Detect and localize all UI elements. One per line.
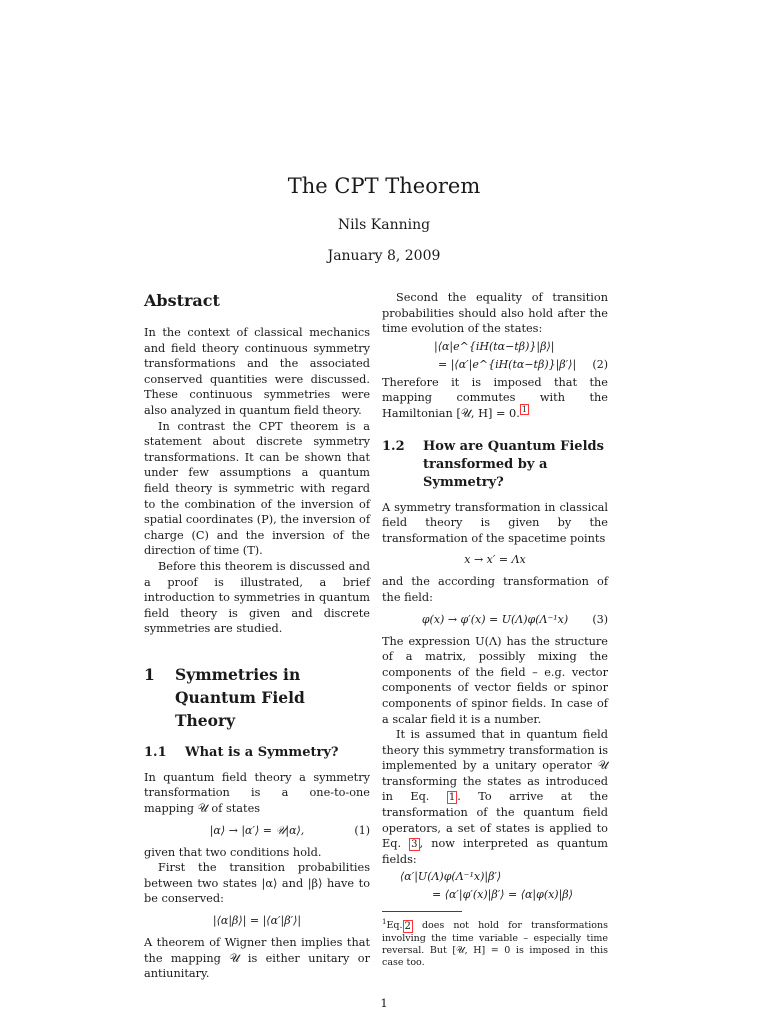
equation-link[interactable]: 1 bbox=[448, 792, 456, 804]
footnote-mark: 1 bbox=[382, 918, 387, 927]
page-number: 1 bbox=[380, 996, 388, 1010]
subsection-title: How are Quantum Fields transformed by a Symmetry? bbox=[423, 438, 604, 490]
equation-1 bbox=[144, 823, 370, 839]
paper-title: The CPT Theorem bbox=[287, 174, 481, 198]
equation-4a bbox=[382, 869, 608, 885]
paragraph-text: . To arrive at the transformation of the quantum field operators, a set of states is applied to Eq. bbox=[382, 790, 608, 851]
equation-number: (1) bbox=[354, 823, 370, 837]
equation-4b bbox=[382, 887, 608, 903]
footnote-rule bbox=[382, 911, 462, 912]
equation-text: φ(x) → φ′(x) = U(Λ)φ(Λ⁻¹x) bbox=[421, 612, 569, 626]
date: January 8, 2009 bbox=[327, 248, 441, 264]
equation-text: |α⟩ → |α′⟩ = 𝒰|α⟩, bbox=[209, 823, 305, 837]
subsection-heading bbox=[382, 438, 608, 492]
body-paragraph: A theorem of Wigner then implies that the mapping 𝒰 is either unitary or antiunitary. bbox=[144, 936, 370, 981]
abstract-paragraph: In contrast the CPT theorem is a statement about discrete symmetry transformations. It can be shown that under few assumptions a quantum field theory is symmetric with regard to the combination of the inversion of spatial coordinates (P), the inversion of charge (C) and the inversion of the direction of time (T). bbox=[144, 419, 370, 558]
abstract-paragraph: Before this theorem is discussed and a proof is illustrated, a brief introduction to symmetries in quantum field theory is given and discrete symmetries are studied. bbox=[144, 559, 370, 636]
abstract-paragraph: In the context of classical mechanics and field theory continuous symmetry transformations and the associated conserved quantities were discussed. These continuous symmetries were also analyzed in quantum field theory. bbox=[144, 326, 370, 417]
author: Nils Kanning bbox=[337, 217, 431, 233]
left-column bbox=[144, 290, 370, 982]
footnote-text: does not hold for transformations involving the time variable – especially time reversal. But [𝒰, H] = 0 is imposed in this case too. bbox=[382, 920, 608, 968]
paragraph-text: Therefore it is imposed that the mapping commutes with the Hamiltonian [𝒰, H] = 0. bbox=[382, 375, 608, 420]
paragraph-text: , now interpreted as quantum fields: bbox=[382, 837, 608, 866]
abstract-heading: Abstract bbox=[144, 291, 220, 310]
body-paragraph bbox=[382, 727, 608, 867]
section-number: 1 bbox=[144, 664, 155, 684]
equation-text: |⟨α|e^{iH(tα−tβ)}|β⟩| bbox=[434, 339, 555, 353]
body-paragraph bbox=[382, 375, 608, 422]
equation-number: (3) bbox=[592, 612, 608, 626]
body-paragraph: and the according transformation of the field: bbox=[382, 575, 608, 604]
equation-link[interactable]: 2 bbox=[404, 920, 411, 932]
paragraph-text: It is assumed that in quantum field theory this symmetry transformation is implemented by a unitary operator 𝒰 transforming the states as introduced in Eq. bbox=[382, 728, 608, 804]
subsection-heading bbox=[144, 744, 370, 762]
body-paragraph: given that two conditions hold. bbox=[144, 845, 322, 859]
footnote-link[interactable]: 1 bbox=[521, 405, 527, 415]
body-paragraph: First the transition probabilities between two states |α⟩ and |β⟩ have to be conserved: bbox=[144, 861, 370, 906]
footnote bbox=[382, 916, 608, 968]
equation-3 bbox=[382, 612, 608, 628]
equation-2a bbox=[382, 339, 608, 355]
equation-prob bbox=[144, 913, 370, 929]
body-paragraph: A symmetry transformation in classical field theory is given by the transformation of the spacetime points bbox=[382, 500, 608, 545]
body-paragraph: Second the equality of transition probabilities should also hold after the time evolution of the states: bbox=[382, 291, 608, 336]
section-title: Symmetries in Quantum Field Theory bbox=[175, 664, 305, 730]
section-heading bbox=[144, 663, 370, 732]
footnote-text: Eq. bbox=[386, 920, 403, 932]
subsection-title: What is a Symmetry? bbox=[185, 744, 339, 760]
equation-2b bbox=[382, 357, 608, 373]
subsection-number: 1.1 bbox=[144, 744, 167, 760]
equation-link[interactable]: 3 bbox=[411, 839, 418, 851]
subsection-number: 1.2 bbox=[382, 438, 405, 454]
body-paragraph: In quantum field theory a symmetry transformation is a one-to-one mapping 𝒰 of states bbox=[144, 770, 370, 816]
equation-text: = ⟨α′|φ′(x)|β′⟩ = ⟨α|φ(x)|β⟩ bbox=[432, 888, 573, 902]
equation-text: ⟨α′|U(Λ)φ(Λ⁻¹x)|β′⟩ bbox=[400, 870, 502, 884]
equation-x bbox=[382, 552, 608, 568]
equation-number: (2) bbox=[592, 357, 608, 371]
equation-text: = |⟨α′|e^{iH(tα−tβ)}|β′⟩| bbox=[438, 357, 577, 371]
equation-text: |⟨α|β⟩| = |⟨α′|β′⟩| bbox=[212, 914, 302, 928]
right-column bbox=[382, 290, 608, 969]
equation-text: x → x′ = Λx bbox=[464, 553, 526, 567]
body-paragraph: The expression U(Λ) has the structure of a matrix, possibly mixing the components of the field – e.g. vector components of vector fields or spinor components of spinor fields. In case of a scalar field it is a number. bbox=[382, 634, 608, 726]
